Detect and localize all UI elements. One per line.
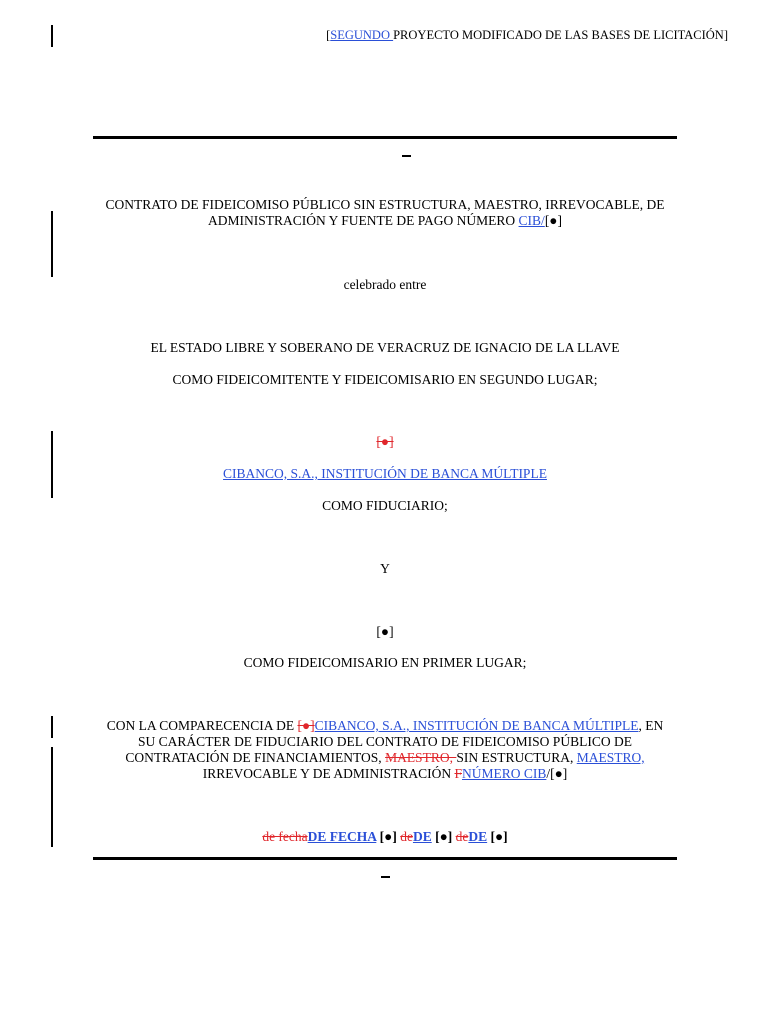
bottom-rule — [93, 857, 677, 860]
contract-title — [93, 197, 677, 229]
change-bar — [51, 747, 53, 847]
y-conjunction: Y — [380, 561, 390, 576]
comparecencia-line-2: SU CARÁCTER DE FIDUCIARIO DEL CONTRATO DE FIDEICOMISO PÚBLICO DE — [138, 734, 632, 749]
comparecencia-line-1: CON LA COMPARECENCIA DE [●]CIBANCO, S.A., INSTITUCIÓN DE BANCA MÚLTIPLE, EN — [106, 718, 664, 733]
comparecencia-line-3: CONTRATACIÓN DE FINANCIAMIENTOS, MAESTRO, SIN ESTRUCTURA, MAESTRO, — [125, 750, 645, 765]
change-bar — [51, 211, 53, 277]
top-rule-dash — [402, 155, 411, 157]
bottom-rule-dash — [381, 876, 390, 878]
party-2-role: COMO FIDUCIARIO; — [322, 498, 448, 513]
celebrado-text: celebrado entre — [343, 277, 427, 292]
change-bar — [51, 716, 53, 738]
party-3-name: [●] — [376, 624, 394, 639]
party-2-name: CIBANCO, S.A., INSTITUCIÓN DE BANCA MÚLTIPLE — [223, 466, 547, 481]
title-line-1: CONTRATO DE FIDEICOMISO PÚBLICO SIN ESTRUCTURA, MAESTRO, IRREVOCABLE, DE — [105, 197, 665, 212]
header-bracket: [ — [326, 28, 331, 42]
top-rule — [93, 136, 677, 139]
title-line-2: ADMINISTRACIÓN Y FUENTE DE PAGO NÚMERO CIB/[●] — [208, 213, 562, 228]
party-1-role: COMO FIDEICOMITENTE Y FIDEICOMISARIO EN SEGUNDO LUGAR; — [172, 372, 598, 387]
change-bar — [51, 431, 53, 498]
document-header — [0, 28, 728, 43]
comparecencia-line-4: IRREVOCABLE Y DE ADMINISTRACIÓN FNÚMERO CIB/[●] — [202, 766, 568, 781]
comparecencia-paragraph — [93, 718, 677, 782]
title-inserted-text: CIB/ — [518, 213, 545, 228]
party-1-name: EL ESTADO LIBRE Y SOBERANO DE VERACRUZ DE IGNACIO DE LA LLAVE — [150, 340, 620, 355]
header-inserted-text: SEGUNDO — [330, 28, 394, 42]
party-2-deleted: [●] — [376, 434, 394, 449]
party-3-role: COMO FIDEICOMISARIO EN PRIMER LUGAR; — [243, 655, 527, 670]
fecha-line: de fechaDE FECHA [●] deDE [●] deDE [●] — [262, 829, 508, 844]
header-text: PROYECTO MODIFICADO DE LAS BASES DE LICITACIÓN] — [393, 28, 728, 42]
